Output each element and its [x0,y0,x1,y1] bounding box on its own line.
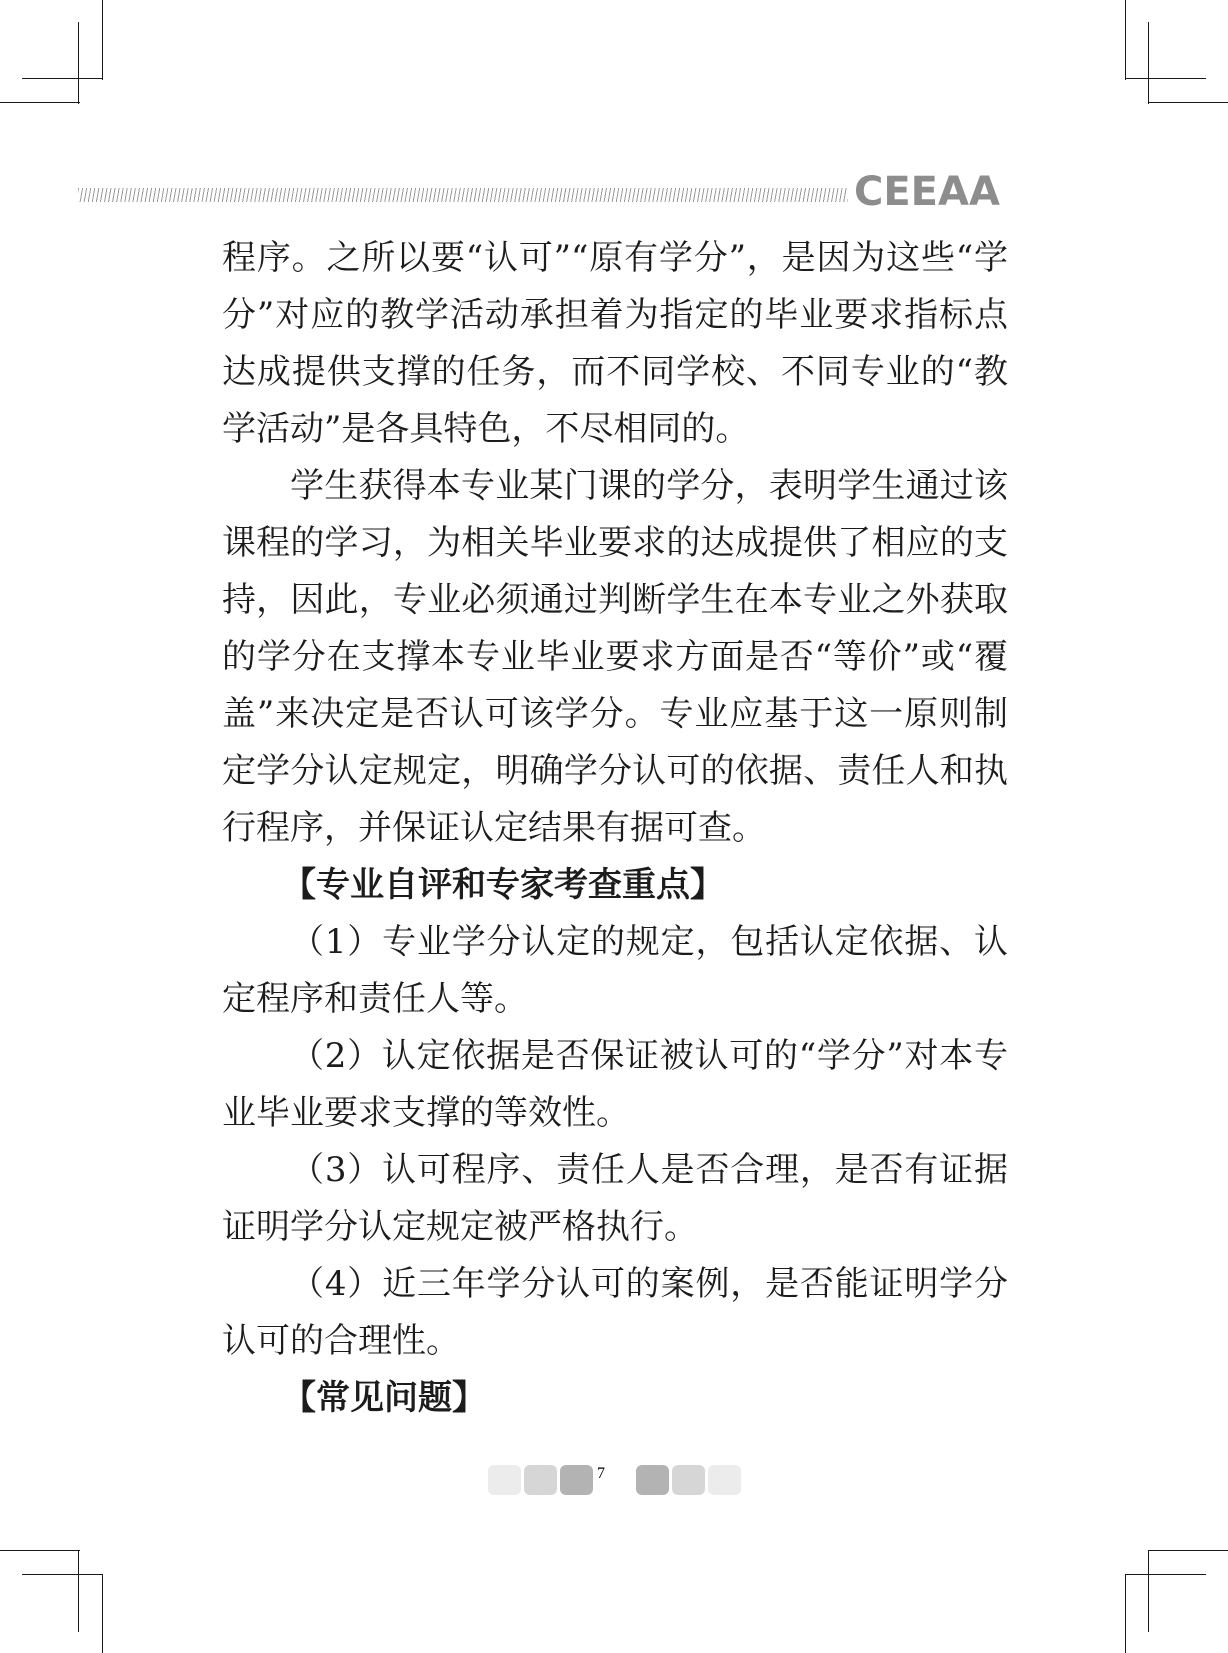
crop-mark-top-left-h2 [22,78,102,79]
pager-block-4 [636,1465,669,1495]
section-heading-review-focus: 【专业自评和专家考查重点】 [282,865,724,905]
crop-mark-top-left-v2 [102,0,103,80]
pager-block-1 [488,1465,521,1495]
crop-mark-top-right-v [1148,22,1149,104]
paragraph-credit-recognition: 学生获得本专业某门课的学分，表明学生通过该课程的学习，为相关毕业要求的达成提供了相应的支持，因此，专业必须通过判断学生在本专业之外获取的学分在支撑本专业毕业要求方面是否“等价”或“覆盖”来决定是否认可该学分。专业应基于这一原则制定学分认定规定，明确学分认可的依据、责任人和执行程序，并保证认定结果有据可查。 [222,466,1008,848]
list-item-4: （4）近三年学分认可的案例，是否能证明学分认可的合理性。 [222,1264,1008,1361]
list-item-3: （3）认可程序、责任人是否合理，是否有证据证明学分认定规定被严格执行。 [222,1150,1008,1247]
crop-mark-top-right-v2 [1125,0,1126,80]
crop-mark-bottom-left-h [0,1550,80,1551]
page-number-strip [488,1465,742,1495]
list-item-2: （2）认定依据是否保证被认可的“学分”对本专业毕业要求支撑的等效性。 [222,1036,1008,1133]
crop-mark-bottom-left-h2 [22,1574,102,1575]
page-number: 7 [597,1465,605,1482]
section-heading-common-issues: 【常见问题】 [282,1378,486,1418]
crop-mark-bottom-right-h [1148,1550,1228,1551]
pager-block-2 [524,1465,557,1495]
crop-mark-top-right-h [1148,102,1228,103]
body-text [222,230,1008,1427]
paragraph-continuation: 程序。之所以要“认可”“原有学分”，是因为这些“学分”对应的教学活动承担着为指定的毕业要求指标点达成提供支撑的任务，而不同学校、不同专业的“教学活动”是各具特色，不尽相同的。 [222,238,1008,449]
header-hatched-rule [78,188,848,202]
crop-mark-top-right-h2 [1126,78,1206,79]
crop-mark-top-left-v [78,22,79,104]
crop-mark-bottom-left-v [78,1550,79,1632]
ceeaa-logo: CEEAA [854,169,1000,215]
pager-block-5 [672,1465,705,1495]
crop-mark-bottom-right-h2 [1126,1574,1206,1575]
pager-block-6 [708,1465,741,1495]
crop-mark-bottom-right-v [1148,1550,1149,1632]
list-item-1: （1）专业学分认定的规定，包括认定依据、认定程序和责任人等。 [222,922,1008,1019]
crop-mark-top-left-h [0,102,80,103]
crop-mark-bottom-right-v2 [1125,1574,1126,1653]
crop-mark-bottom-left-v2 [102,1574,103,1653]
pager-block-3 [560,1465,593,1495]
